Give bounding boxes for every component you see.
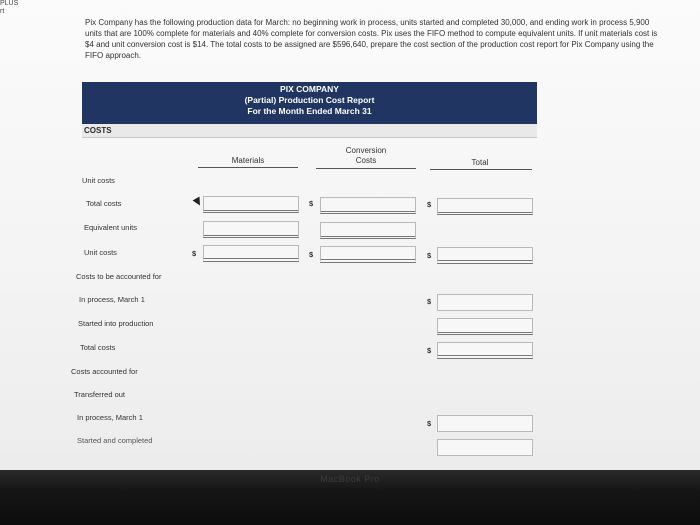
column-header-total: Total [471, 158, 489, 167]
row-label-in-process-march-1: In process, March 1 [79, 295, 145, 304]
transferred-in-process-march-1-input[interactable] [437, 415, 533, 432]
started-into-production-input[interactable] [437, 318, 533, 335]
row-label-transferred-out: Transferred out [74, 390, 125, 399]
corner-line-2: rt [0, 8, 5, 15]
report-header [82, 82, 537, 124]
conversion-equivalent-units-input[interactable] [320, 222, 416, 239]
conversion-line-1: Conversion [345, 146, 387, 155]
corner-text [0, 0, 18, 16]
row-label-unit-costs: Unit costs [82, 176, 115, 185]
materials-unit-cost-input[interactable] [203, 245, 299, 262]
row-label-costs-to-be-accounted-for: Costs to be accounted for [76, 272, 162, 281]
conversion-unit-cost-input[interactable] [320, 246, 416, 263]
currency-symbol: $ [309, 199, 314, 208]
column-rule [198, 167, 298, 168]
currency-symbol: $ [427, 251, 432, 260]
report-title: (Partial) Production Cost Report [244, 95, 375, 105]
row-label-total-costs: Total costs [86, 199, 122, 208]
row-label-in-process-march-1: In process, March 1 [77, 413, 143, 422]
column-rule [430, 169, 532, 170]
total-unit-cost-input[interactable] [437, 247, 533, 264]
currency-symbol: $ [427, 200, 432, 209]
column-rule [316, 168, 416, 169]
currency-symbol: $ [427, 297, 432, 306]
started-and-completed-input[interactable] [437, 439, 533, 456]
in-process-march-1-input[interactable] [437, 294, 533, 311]
mouse-cursor-icon [193, 197, 204, 208]
currency-symbol: $ [427, 346, 432, 355]
company-name: PIX COMPANY [280, 84, 339, 94]
row-label-total-costs: Total costs [80, 343, 116, 352]
total-costs-accounted-input[interactable] [437, 342, 533, 359]
row-label-started-into-production: Started into production [78, 319, 154, 328]
materials-equivalent-units-input[interactable] [203, 221, 299, 238]
costs-section-label: COSTS [82, 124, 537, 138]
currency-symbol: $ [309, 250, 314, 259]
conversion-total-costs-input[interactable] [320, 197, 416, 214]
column-header-materials: Materials [231, 156, 265, 165]
total-costs-input[interactable] [437, 198, 533, 215]
laptop-brand: MacBook Pro [320, 474, 380, 484]
corner-line-1: PLUS [0, 0, 19, 7]
row-label-equivalent-units: Equivalent units [84, 223, 137, 232]
currency-symbol: $ [427, 419, 432, 428]
currency-symbol: $ [192, 249, 197, 258]
column-header-conversion [318, 146, 414, 166]
conversion-line-2: Costs [355, 156, 377, 165]
row-label-costs-accounted-for: Costs accounted for [71, 367, 138, 376]
materials-total-costs-input[interactable] [203, 196, 299, 213]
row-label-unit-costs: Unit costs [84, 248, 117, 257]
problem-statement: Pix Company has the following production data for March: no beginning work in process, units started and completed 30,000, and ending work in process 5,900 units that are 100% complete for materials and 40% complete for conversion costs. Pix uses the FIFO method to compute equivalent units. If unit materials cost is $4 and unit conversion cost is $14. The total costs to be assigned are $596,640, prepare the cost section of the production cost report for Pix Company using the FIFO approach. [85, 18, 658, 60]
report-period: For the Month Ended March 31 [247, 106, 372, 116]
row-label-started-and-completed: Started and completed [77, 436, 153, 445]
